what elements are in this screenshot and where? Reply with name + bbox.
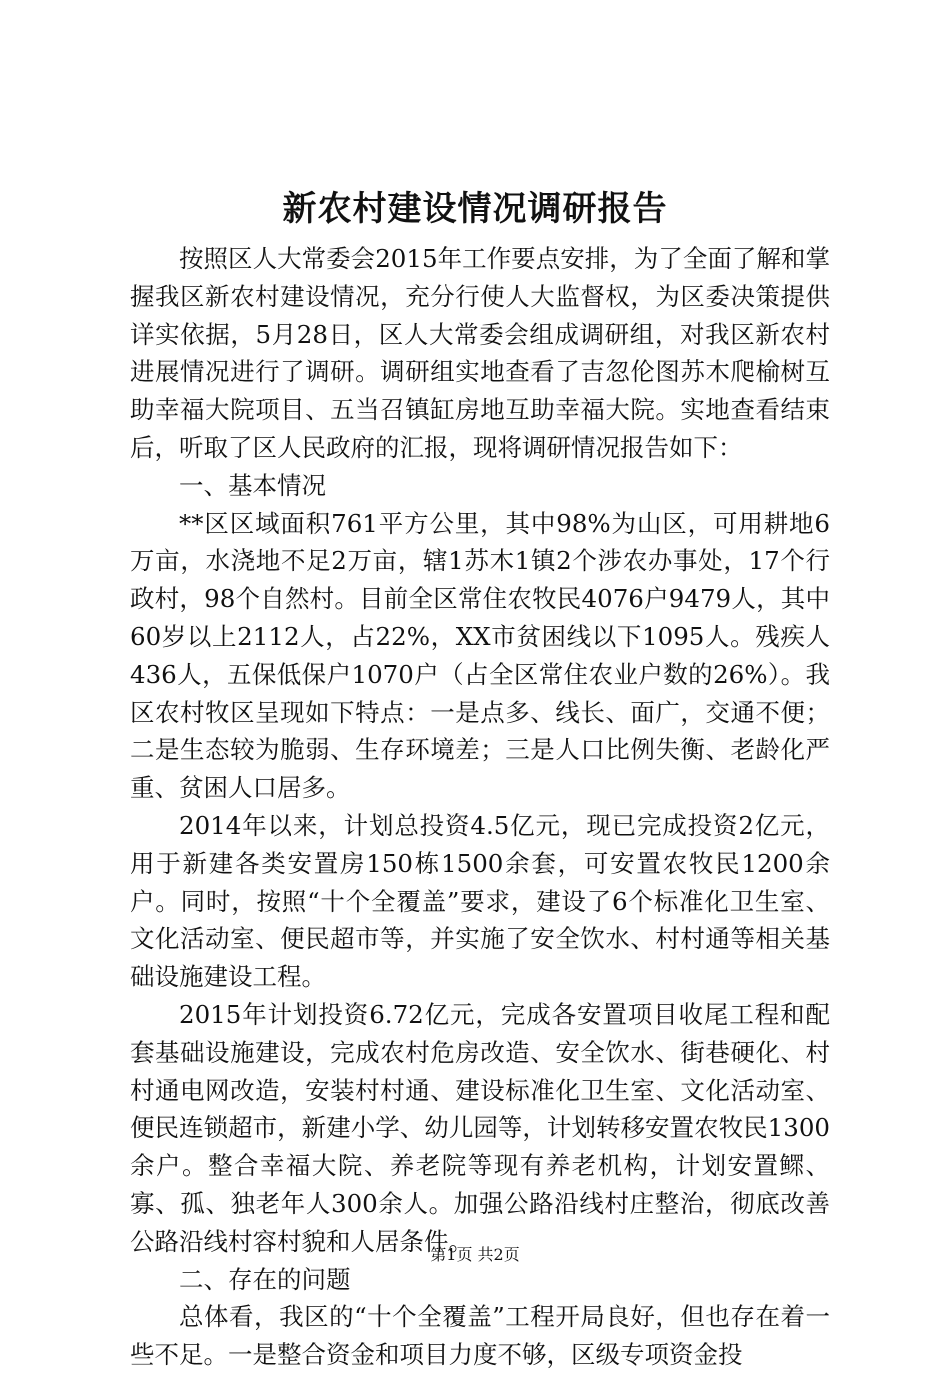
section-heading-problems: 二、存在的问题: [179, 1264, 351, 1294]
document-title: 新农村建设情况调研报告: [282, 189, 668, 229]
page-number: 第1页 共2页: [430, 1245, 520, 1264]
intro-paragraph: 按照区人大常委会2015年工作要点安排，为了全面了解和掌握我区新农村建设情况，充分行使人大监督权，为区委决策提供详实依据，5月28日，区人大常委会组成调研组，对我区新农村进展情况进行了调研。调研组实地查看了吉忽伦图苏木爬榆树互助幸福大院项目、五当召镇缸房地互助幸福大院。实地查看结束后，听取了区人民政府的汇报，现将调研情况报告如下：: [130, 244, 830, 462]
basic-info-paragraph: **区区域面积761平方公里，其中98%为山区，可用耕地6万亩，水浇地不足2万亩，辖1苏木1镇2个涉农办事处，17个行政村，98个自然村。目前全区常住农牧民4076户9479人，其中60岁以上2112人，占22%，XX市贫困线以下1095人。残疾人436人，五保低保户1070户（占全区常住农业户数的26%）。我区农村牧区呈现如下特点：一是点多、线长、面广，交通不便；二是生态较为脆弱、生存环境差；三是人口比例失衡、老龄化严重、贫困人口居多。: [130, 508, 830, 803]
document-body: [130, 240, 830, 1374]
problems-paragraph: 总体看，我区的“十个全覆盖”工程开局良好，但也存在着一些不足。一是整合资金和项目力度不够，区级专项资金投: [130, 1302, 830, 1370]
section-heading-basic: 一、基本情况: [179, 470, 326, 500]
investment-2014-paragraph: 2014年以来，计划总投资4.5亿元，现已完成投资2亿元，用于新建各类安置房150栋1500余套，可安置农牧民1200余户。同时，按照“十个全覆盖”要求，建设了6个标准化卫生室、文化活动室、便民超市等，并实施了安全饮水、村村通等相关基础设施建设工程。: [130, 810, 830, 992]
plan-2015-paragraph: 2015年计划投资6.72亿元，完成各安置项目收尾工程和配套基础设施建设，完成农村危房改造、安全饮水、街巷硬化、村村通电网改造，安装村村通、建设标准化卫生室、文化活动室、便民连锁超市，新建小学、幼儿园等，计划转移安置农牧民1300余户。整合幸福大院、养老院等现有养老机构，计划安置鳏、寡、孤、独老年人300余人。加强公路沿线村庄整治，彻底改善公路沿线村容村貌和人居条件。: [130, 999, 830, 1256]
